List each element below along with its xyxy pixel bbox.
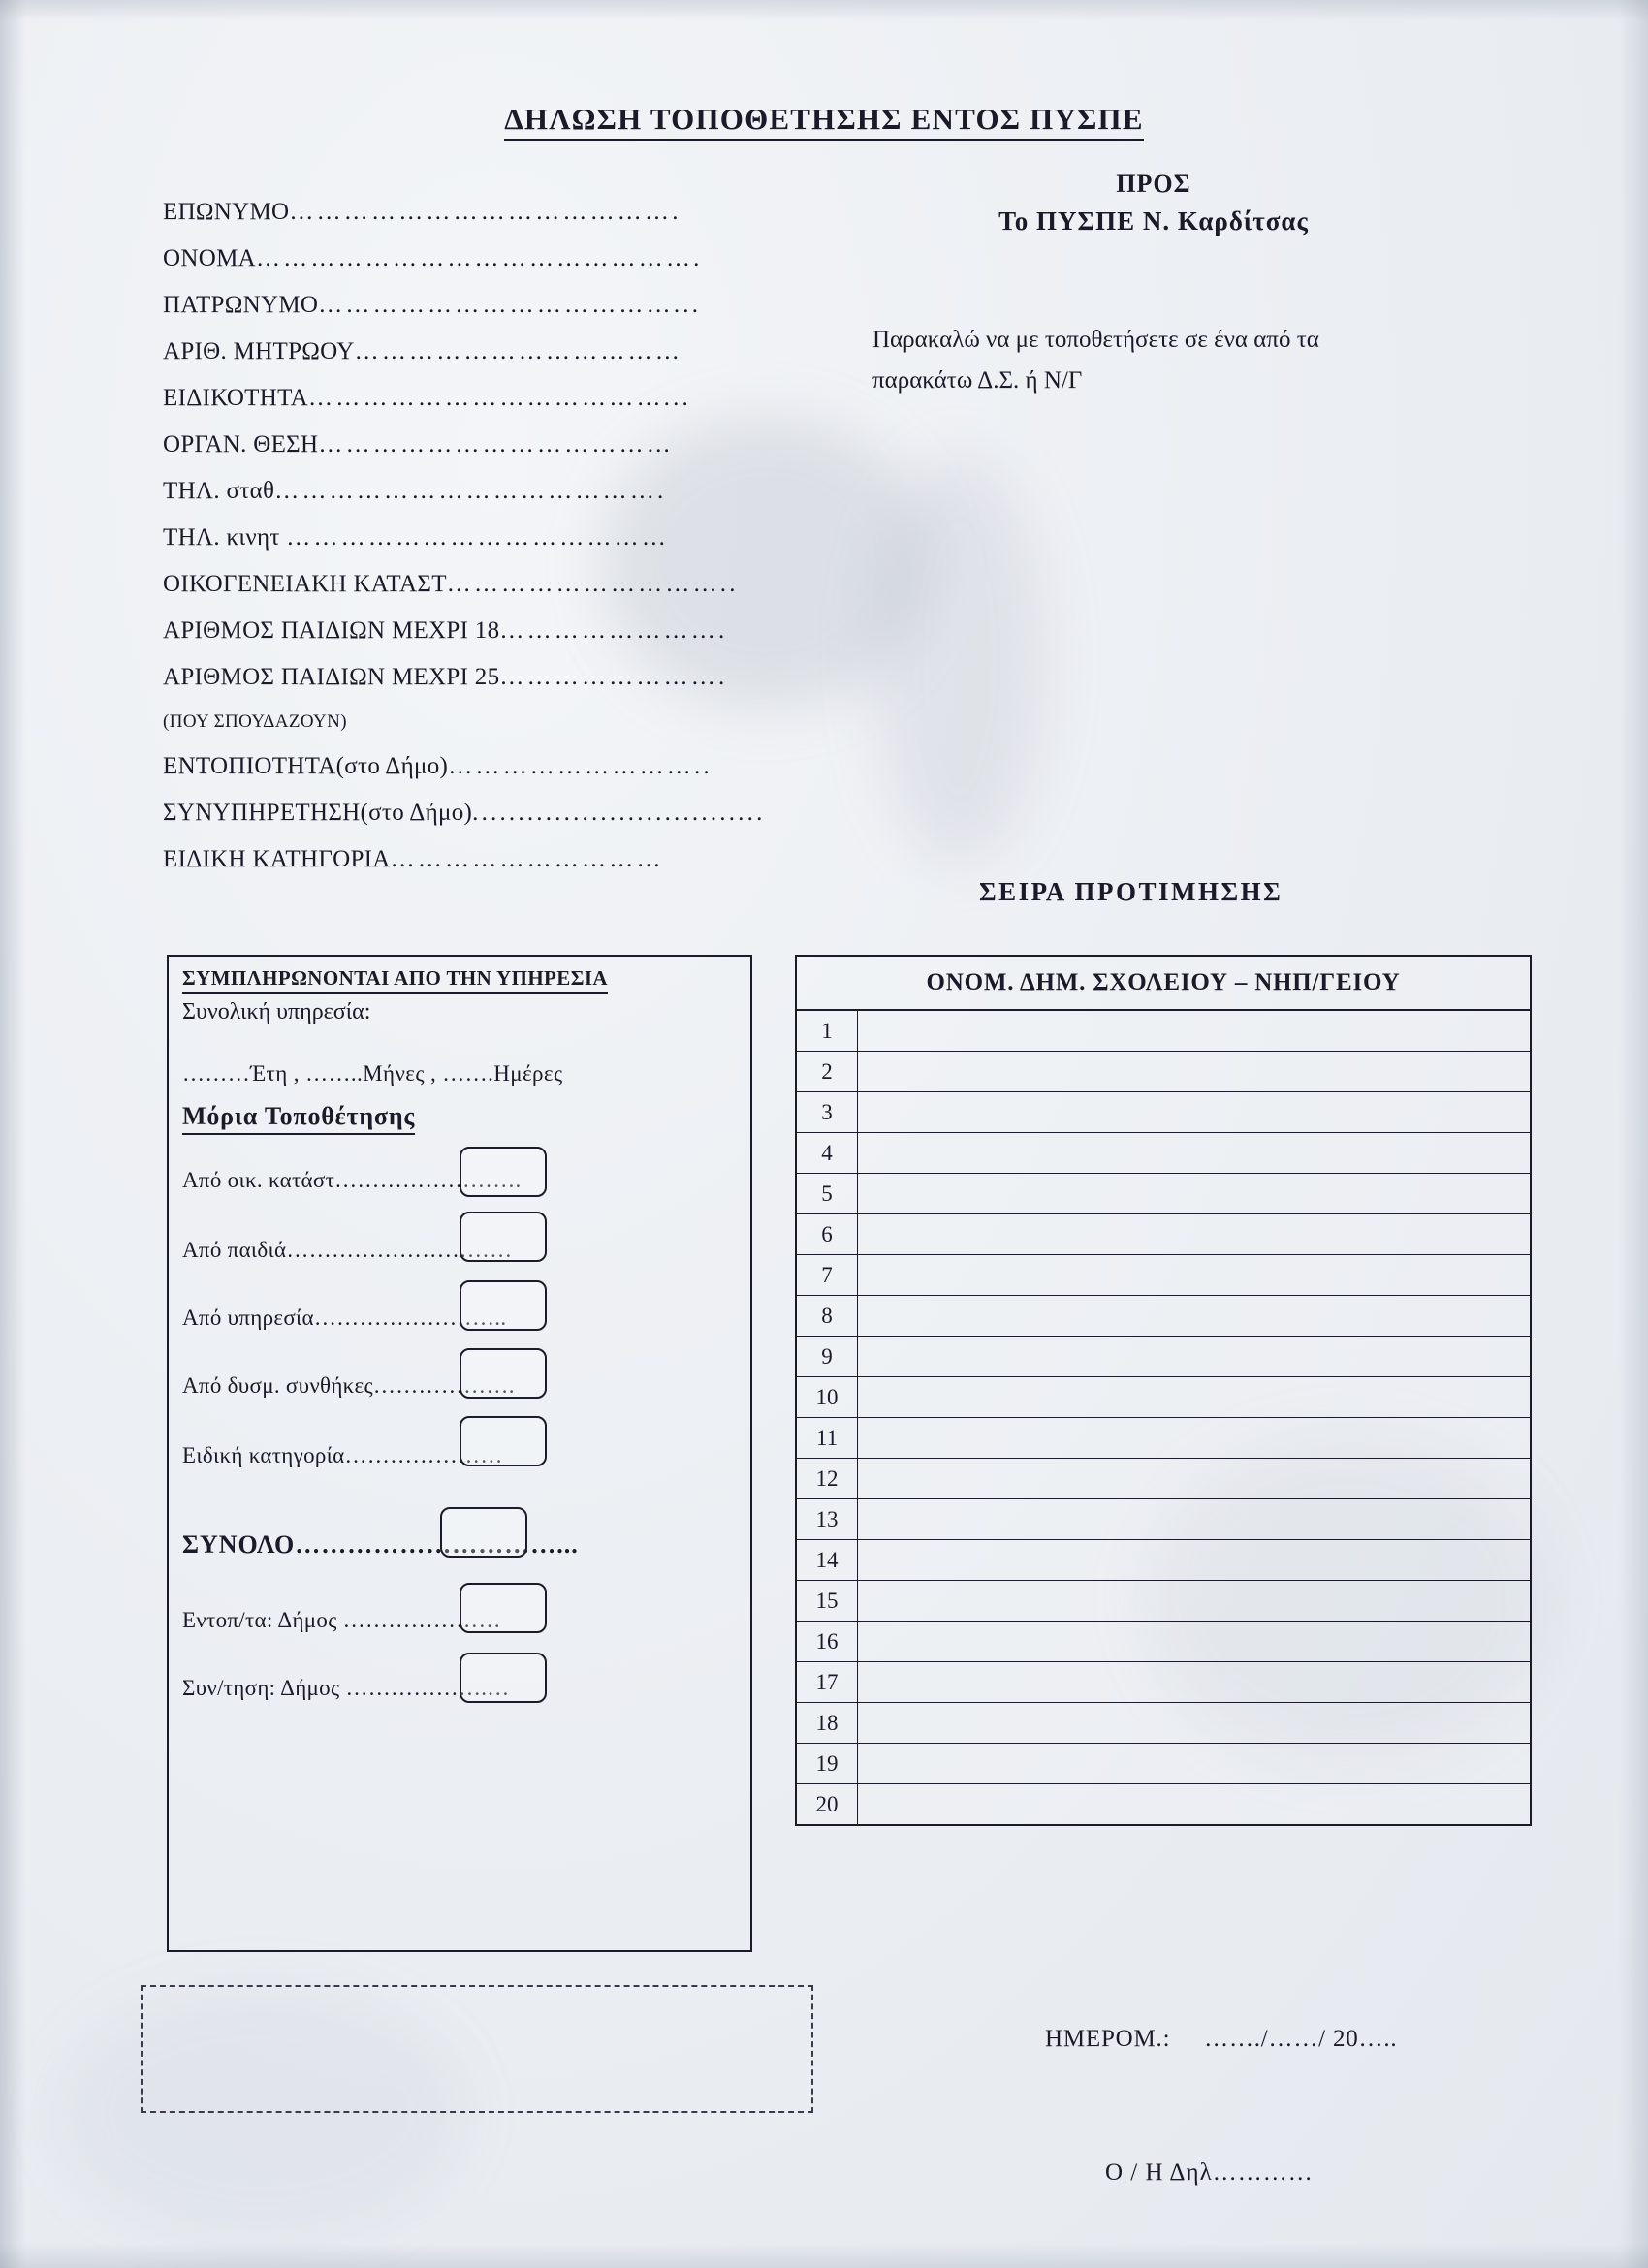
field-label: ΤΗΛ. σταθ: [163, 478, 275, 504]
row-number: 10: [796, 1377, 858, 1418]
moria-dots: …………………….: [334, 1168, 522, 1192]
row-number: 1: [796, 1010, 858, 1052]
row-value[interactable]: [858, 1581, 1532, 1622]
row-number: 14: [796, 1540, 858, 1581]
field-tilefono-statheros[interactable]: [163, 468, 803, 515]
request-line-1: Παρακαλώ να με τοποθετήσετε σε ένα από τα: [872, 327, 1319, 353]
table-row[interactable]: [796, 1459, 1531, 1499]
moria-label: Από υπηρεσία: [182, 1306, 314, 1330]
row-value[interactable]: [858, 1662, 1532, 1703]
row-value[interactable]: [858, 1052, 1532, 1092]
moria-value-box-entopiotita[interactable]: [460, 1583, 547, 1633]
moria-label: Συν/τηση: Δήμος: [182, 1676, 346, 1700]
row-value[interactable]: [858, 1622, 1532, 1662]
table-row[interactable]: [796, 1499, 1531, 1540]
row-number: 8: [796, 1296, 858, 1337]
row-number: 11: [796, 1418, 858, 1459]
table-row[interactable]: [796, 1377, 1531, 1418]
field-eidiki-katigoria[interactable]: [163, 836, 803, 883]
field-dots: …………………………..: [446, 571, 739, 597]
field-label: ΑΡΙΘ. ΜΗΤΡΩΟΥ: [163, 338, 355, 364]
field-label: ΟΝΟΜΑ: [163, 245, 256, 271]
table-row[interactable]: [796, 1337, 1531, 1377]
moria-title: Μόρια Τοποθέτησης: [182, 1102, 415, 1135]
field-label: ΕΙΔΙΚΗ ΚΑΤΗΓΟΡΙΑ: [163, 846, 391, 872]
table-row[interactable]: [796, 1418, 1531, 1459]
row-value[interactable]: [858, 1296, 1532, 1337]
service-total-label: Συνολική υπηρεσία:: [182, 999, 371, 1024]
service-box-title: ΣΥΜΠΛΗΡΩΝΟΝΤΑΙ ΑΠΟ ΤΗΝ ΥΠΗΡΕΣΙΑ: [182, 966, 608, 994]
personal-fields-list: [163, 189, 803, 883]
row-number: 16: [796, 1622, 858, 1662]
field-dots: …………………………………….: [274, 478, 667, 504]
table-row[interactable]: [796, 1622, 1531, 1662]
field-dots: ………………………..: [448, 753, 713, 779]
table-row[interactable]: [796, 1092, 1531, 1133]
table-row[interactable]: [796, 1010, 1531, 1052]
moria-label: Από οικ. κατάστ: [182, 1168, 335, 1192]
field-synypiretisi[interactable]: [163, 790, 803, 836]
moria-value-box-ypiresia[interactable]: [460, 1280, 547, 1331]
request-line-2: παρακάτω Δ.Σ. ή Ν/Γ: [872, 367, 1083, 394]
date-line[interactable]: [1045, 2026, 1397, 2053]
row-value[interactable]: [858, 1540, 1532, 1581]
preferences-table: [795, 955, 1532, 1826]
signature-line[interactable]: Ο / Η Δηλ…………: [1105, 2159, 1314, 2186]
row-value[interactable]: [858, 1255, 1532, 1296]
field-organiki-thesi[interactable]: [163, 422, 803, 468]
field-dots: …………………………: [390, 846, 664, 872]
field-entopiotita[interactable]: [163, 743, 803, 790]
table-row[interactable]: [796, 1744, 1531, 1784]
row-value[interactable]: [858, 1214, 1532, 1255]
table-header-row: [796, 956, 1531, 1010]
row-number: 18: [796, 1703, 858, 1744]
row-number: 5: [796, 1174, 858, 1214]
date-value: ……./……/ 20…..: [1204, 2026, 1398, 2052]
moria-value-box-paidia[interactable]: [460, 1212, 547, 1262]
field-dots: ................................: [472, 800, 766, 826]
row-number: 2: [796, 1052, 858, 1092]
field-dots: ………………………………: [354, 338, 683, 364]
service-duration-line[interactable]: ………Έτη , ……..Μήνες , …….Ημέρες: [182, 1061, 563, 1086]
row-value[interactable]: [858, 1010, 1532, 1052]
row-value[interactable]: [858, 1703, 1532, 1744]
table-row[interactable]: [796, 1296, 1531, 1337]
row-value[interactable]: [858, 1133, 1532, 1174]
moria-dots: …………………………...: [295, 1530, 579, 1559]
table-row[interactable]: [796, 1255, 1531, 1296]
addressee-pros: ΠΡΟΣ: [1116, 170, 1191, 198]
moria-dots: ……………….: [372, 1373, 515, 1398]
field-oikogeneiaki-katastasi[interactable]: [163, 561, 803, 608]
row-value[interactable]: [858, 1174, 1532, 1214]
moria-value-box-dysmeneis-synthikes[interactable]: [460, 1348, 547, 1399]
request-text: [872, 320, 1512, 401]
field-arith-mitroou[interactable]: [163, 329, 803, 375]
field-dots: ……………………………………: [286, 524, 670, 551]
row-number: 20: [796, 1784, 858, 1826]
field-arithmos-paidion-18[interactable]: [163, 608, 803, 654]
field-label: ΟΡΓΑΝ. ΘΕΣΗ: [163, 431, 319, 457]
moria-value-box-synolo[interactable]: [440, 1507, 527, 1558]
row-value[interactable]: [858, 1377, 1532, 1418]
preferences-table-body: [796, 1010, 1531, 1825]
field-label: ΕΠΩΝΥΜΟ: [163, 199, 290, 225]
field-dots: …………………………………: [318, 431, 674, 457]
field-label: ΕΙΔΙΚΟΤΗΤΑ: [163, 385, 309, 411]
row-number: 13: [796, 1499, 858, 1540]
field-onoma[interactable]: [163, 236, 803, 282]
table-row[interactable]: [796, 1581, 1531, 1622]
row-value[interactable]: [858, 1418, 1532, 1459]
moria-value-box-synypiretisi[interactable]: [460, 1653, 547, 1703]
row-number: 15: [796, 1581, 858, 1622]
row-value[interactable]: [858, 1459, 1532, 1499]
service-use-box: [167, 955, 752, 1952]
row-number: 12: [796, 1459, 858, 1499]
row-number: 17: [796, 1662, 858, 1703]
moria-dots: ……………………..: [313, 1306, 507, 1330]
field-note-spoudazoun: [163, 701, 803, 743]
field-arithmos-paidion-25[interactable]: [163, 654, 803, 701]
row-number: 9: [796, 1337, 858, 1377]
field-eponymo[interactable]: [163, 189, 803, 236]
field-patronymo[interactable]: [163, 282, 803, 329]
row-value[interactable]: [858, 1337, 1532, 1377]
moria-label: Από παιδιά: [182, 1238, 287, 1262]
row-value[interactable]: [858, 1499, 1532, 1540]
field-dots: …………………….: [499, 664, 728, 690]
field-tilefono-kinito[interactable]: [163, 515, 803, 561]
table-row[interactable]: [796, 1052, 1531, 1092]
moria-dots: ……………….…: [345, 1676, 510, 1700]
moria-value-box-oik-katast[interactable]: [460, 1147, 547, 1197]
field-label: ΟΙΚΟΓΕΝΕΙΑΚΗ ΚΑΤΑΣΤ: [163, 571, 447, 597]
field-dots: …………………………………...: [318, 292, 702, 318]
moria-label: Από δυσμ. συνθήκες: [182, 1373, 373, 1398]
moria-value-box-eidiki-katigoria[interactable]: [460, 1416, 547, 1466]
page-title: [0, 102, 1648, 137]
field-dots: …………………………………….: [289, 199, 681, 225]
field-label: ΑΡΙΘΜΟΣ ΠΑΙΔΙΩΝ ΜΕΧΡΙ 25: [163, 664, 500, 690]
moria-dots: …………………………: [286, 1238, 513, 1262]
moria-dots: …………………: [344, 1443, 503, 1467]
moria-label: Εντοπ/τα: Δήμος: [182, 1608, 343, 1632]
table-row[interactable]: [796, 1703, 1531, 1744]
field-label: (ΠΟΥ ΣΠΟΥΔΑΖΟΥΝ): [163, 711, 347, 732]
field-label: ΕΝΤΟΠΙΟΤΗΤΑ(στο Δήμο): [163, 753, 449, 779]
preferences-heading: ΣΕΙΡΑ ΠΡΟΤΙΜΗΣΗΣ: [979, 877, 1284, 906]
row-value[interactable]: [858, 1744, 1532, 1784]
row-number: 6: [796, 1214, 858, 1255]
row-number: 19: [796, 1744, 858, 1784]
table-row[interactable]: [796, 1133, 1531, 1174]
field-dots: ………………………………………….: [255, 245, 703, 271]
table-row[interactable]: [796, 1540, 1531, 1581]
moria-dots: …………………: [342, 1608, 501, 1632]
date-label: ΗΜΕΡΟΜ.:: [1045, 2026, 1171, 2052]
moria-label: Ειδική κατηγορία: [182, 1443, 345, 1467]
table-row[interactable]: [796, 1662, 1531, 1703]
row-number: 3: [796, 1092, 858, 1133]
stamp-area: [141, 1985, 813, 2113]
table-row[interactable]: [796, 1174, 1531, 1214]
moria-row-ypiresia: [182, 1306, 506, 1331]
field-label: ΣΥΝΥΠΗΡΕΤΗΣΗ(στο Δήμο): [163, 800, 473, 826]
row-number: 7: [796, 1255, 858, 1296]
table-row[interactable]: [796, 1214, 1531, 1255]
preferences-column-header: ΟΝΟΜ. ΔΗΜ. ΣΧΟΛΕΙΟΥ – ΝΗΠ/ΓΕΙΟΥ: [796, 956, 1531, 1010]
moria-row-eidiki-katigoria: [182, 1443, 503, 1468]
field-label: ΠΑΤΡΩΝΥΜΟ: [163, 292, 319, 318]
row-number: 4: [796, 1133, 858, 1174]
field-label: ΤΗΛ. κινητ: [163, 524, 287, 551]
table-row[interactable]: [796, 1784, 1531, 1826]
field-dots: …………………………………...: [308, 385, 691, 411]
row-value[interactable]: [858, 1092, 1532, 1133]
moria-row-entopiotita-dimos: [182, 1608, 501, 1633]
moria-label: ΣΥΝΟΛΟ: [182, 1530, 296, 1559]
addressee-block: [950, 170, 1357, 236]
addressee-name: Το ΠΥΣΠΕ Ν. Καρδίτσας: [998, 206, 1309, 236]
field-dots: …………………….: [499, 617, 728, 644]
field-eidikotita[interactable]: [163, 375, 803, 422]
row-value[interactable]: [858, 1784, 1532, 1826]
field-label: ΑΡΙΘΜΟΣ ΠΑΙΔΙΩΝ ΜΕΧΡΙ 18: [163, 617, 500, 644]
page-title-text: ΔΗΛΩΣΗ ΤΟΠΟΘΕΤΗΣΗΣ ΕΝΤΟΣ ΠΥΣΠΕ: [504, 102, 1143, 141]
